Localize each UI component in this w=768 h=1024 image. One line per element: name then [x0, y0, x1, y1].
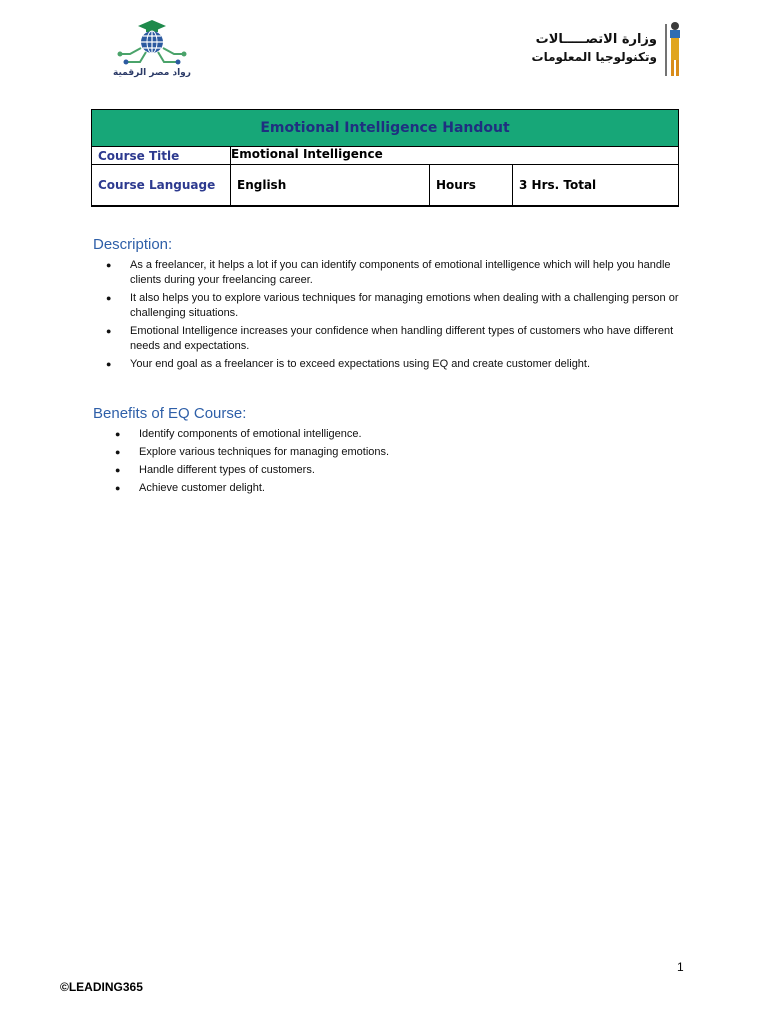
bullet-icon: ● — [106, 293, 112, 303]
page-number: 1 — [677, 960, 684, 974]
course-language-label: Course Language — [92, 165, 231, 207]
list-item: ● Achieve customer delight. — [115, 482, 265, 494]
list-item: ● Emotional Intelligence increases your confidence when handling different types of customers who have different needs and expectations. — [106, 325, 674, 352]
ministry-logo — [531, 20, 685, 82]
ministry-name-line2: وتكنولوجيا المعلومات — [531, 50, 657, 64]
course-title-label: Course Title — [92, 147, 231, 165]
list-item: ● Handle different types of customers. — [115, 464, 315, 476]
benefits-heading: Benefits of EQ Course: — [93, 405, 247, 422]
hours-value: 3 Hrs. Total — [513, 165, 679, 207]
hours-label: Hours — [430, 165, 513, 207]
list-item: ● Your end goal as a freelancer is to exceed expectations using EQ and create customer delight. — [106, 358, 591, 370]
list-item: ● As a freelancer, it helps a lot if you can identify components of emotional intelligence which will help you handle clients during your freelancing career. — [106, 259, 671, 286]
description-heading: Description: — [93, 236, 173, 253]
pharaoh-icon — [661, 20, 685, 78]
benefits-list — [115, 427, 639, 499]
course-title-value: Emotional Intelligence — [231, 147, 679, 165]
list-item: ● Explore various techniques for managing emotions. — [115, 446, 390, 458]
bullet-icon: ● — [115, 465, 121, 475]
list-item: ● Identify components of emotional intelligence. — [115, 428, 362, 440]
bullet-icon: ● — [115, 447, 121, 457]
globe-circuit-icon — [112, 18, 192, 68]
ministry-name-line1: وزارة الاتصـــــالات — [535, 32, 657, 47]
course-language-value: English — [231, 165, 430, 207]
course-info-table — [91, 109, 679, 207]
bullet-icon: ● — [106, 326, 112, 336]
list-item: ● It also helps you to explore various techniques for managing emotions when dealing with a challenging person or challenging situations. — [106, 292, 679, 319]
bullet-icon: ● — [115, 483, 121, 493]
bullet-icon: ● — [115, 429, 121, 439]
footer-copyright: ©LEADING365 — [60, 980, 143, 994]
logo-caption: رواد مصر الرقمية — [113, 68, 191, 78]
bullet-icon: ● — [106, 260, 112, 270]
handout-title: Emotional Intelligence Handout — [92, 110, 679, 147]
digital-egypt-pioneers-logo — [112, 18, 192, 84]
description-list — [106, 258, 690, 375]
bullet-icon: ● — [106, 359, 112, 369]
